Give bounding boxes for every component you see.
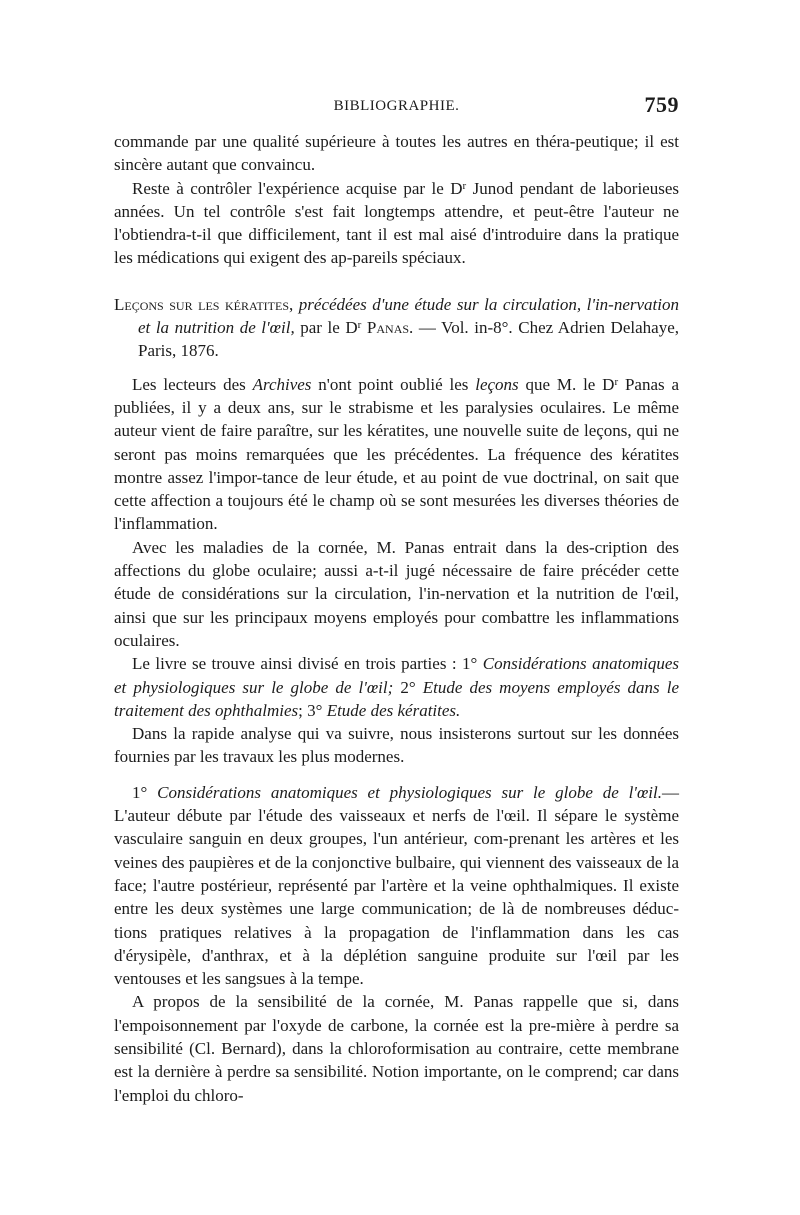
- part-three-title: Etude des kératites.: [326, 700, 461, 720]
- section-gap-small-2: [114, 769, 679, 781]
- body-paragraph-3: [114, 652, 679, 722]
- book-subtitle: précédées d'une étude sur la circulation, l'in-nervation et la nutrition de l'œil,: [138, 294, 679, 338]
- section-number: 1°: [132, 782, 158, 802]
- body-p1-superscript: r: [614, 375, 619, 388]
- book-title: Leçons sur les kératites,: [114, 294, 294, 314]
- body-p1-text-a: Les lecteurs des: [132, 374, 253, 394]
- review-by-prefix: par le D: [294, 318, 358, 338]
- body-p1-text-b: n'ont point oublié les: [311, 374, 476, 394]
- running-head: [114, 92, 679, 130]
- lecons-word: leçons: [475, 374, 519, 394]
- continuation-paragraph-1: commande par une qualité supérieure à toutes les autres en théra-peutique; il est sincère autant que convaincu.: [114, 132, 679, 175]
- book-author: Panas.: [366, 318, 414, 338]
- body-p1-text-d: Panas a publiées, il y a deux ans, sur le strabisme et les paralysies oculaires. Le même auteur vient de faire paraître, sur les kératites, une nouvelle suite de leçons, qui ne seront pas moins remarquées que les précédentes. La fréquence des kératites montre assez l'impor-tance de leur étude, et au point de vue doctrinal, on sait que cette affection a toujours été le champ où se sont mesurées les diverses théories de l'inflammation.: [114, 374, 679, 534]
- section-gap: [114, 270, 679, 293]
- continuation-text-a: Reste à contrôler l'expérience acquise par le D: [132, 178, 463, 198]
- archives-title: Archives: [252, 374, 312, 394]
- part-two-title: Etude des moyens employés dans le traitement des ophthalmies: [114, 677, 679, 720]
- body-paragraph-2: Avec les maladies de la cornée, M. Panas entrait dans la des-cription des affections du globe oculaire; aussi a-t-il jugé nécessaire de faire précéder cette étude de considérations sur la circulation, l'in-nervation et la nutrition de l'œil, ainsi que sur les principaux moyens employés pour combattre les inflammations oculaires.: [114, 537, 679, 650]
- body-p3-text-b: 2°: [393, 677, 423, 697]
- body-paragraph-5: [114, 781, 679, 991]
- body-p1-text-c: que M. le D: [518, 374, 615, 394]
- body-p5-text: — L'auteur débute par l'étude des vaisseaux et nerfs de l'œil. Il sépare le système vasculaire sanguin en deux groupes, l'un antérieur, com-prenant les artères et les veines des paupières et de la conjonctive bulbaire, qui viennent des vaisseaux de la face; l'autre postérieur, représenté par l'artère et la veine ophthalmiques. Il existe entre les deux systèmes une large communication; de là de nombreuses déduc-tions pratiques relatives à la propagation de l'inflammation dans les cas d'érysipèle, d'anthrax, et à la déplétion sanguine produite sur l'œil par les ventouses et les sangsues à la tempe.: [114, 782, 679, 989]
- body-p3-text-c: ; 3°: [298, 700, 327, 720]
- body-paragraph-4: Dans la rapide analyse qui va suivre, nous insisterons surtout sur les données fournies par les travaux les plus modernes.: [114, 724, 679, 767]
- running-title: BIBLIOGRAPHIE.: [333, 98, 460, 114]
- continuation-paragraph-2: [114, 177, 679, 270]
- continuation-text-b: Junod pendant de laborieuses années. Un tel contrôle s'est fait longtemps attendre, et peut-être l'auteur ne l'obtiendra-t-il que difficilement, tant il est mal aisé d'introduire dans la pratique les médications qui exigent des ap-pareils spéciaux.: [114, 178, 679, 268]
- section-gap-small: [114, 363, 679, 373]
- review-heading: [114, 293, 679, 363]
- page-number: 759: [644, 92, 679, 117]
- part-one-title: Considérations anatomiques et physiologiques sur le globe de l'œil;: [114, 654, 679, 697]
- body-paragraph-6: A propos de la sensibilité de la cornée, M. Panas rappelle que si, dans l'empoisonnement par l'oxyde de carbone, la cornée est la pre-mière à perdre sa sensibilité (Cl. Bernard), dans la chloroformisation au contraire, cette membrane est la dernière à perdre sa sensibilité. Notion importante, on le comprend; car dans l'emploi du chloro-: [114, 992, 679, 1105]
- body-p3-text-a: Le livre se trouve ainsi divisé en trois parties : 1°: [132, 654, 483, 674]
- doctor-superscript: r: [462, 179, 467, 192]
- body-paragraph-1: [114, 373, 679, 536]
- review-doctor-superscript: r: [357, 319, 362, 332]
- book-page: [114, 92, 679, 1107]
- book-details: — Vol. in-8°. Chez Adrien Delahaye, Paris, 1876.: [138, 318, 679, 361]
- section-heading: Considérations anatomiques et physiologiques sur le globe de l'œil.: [157, 782, 662, 802]
